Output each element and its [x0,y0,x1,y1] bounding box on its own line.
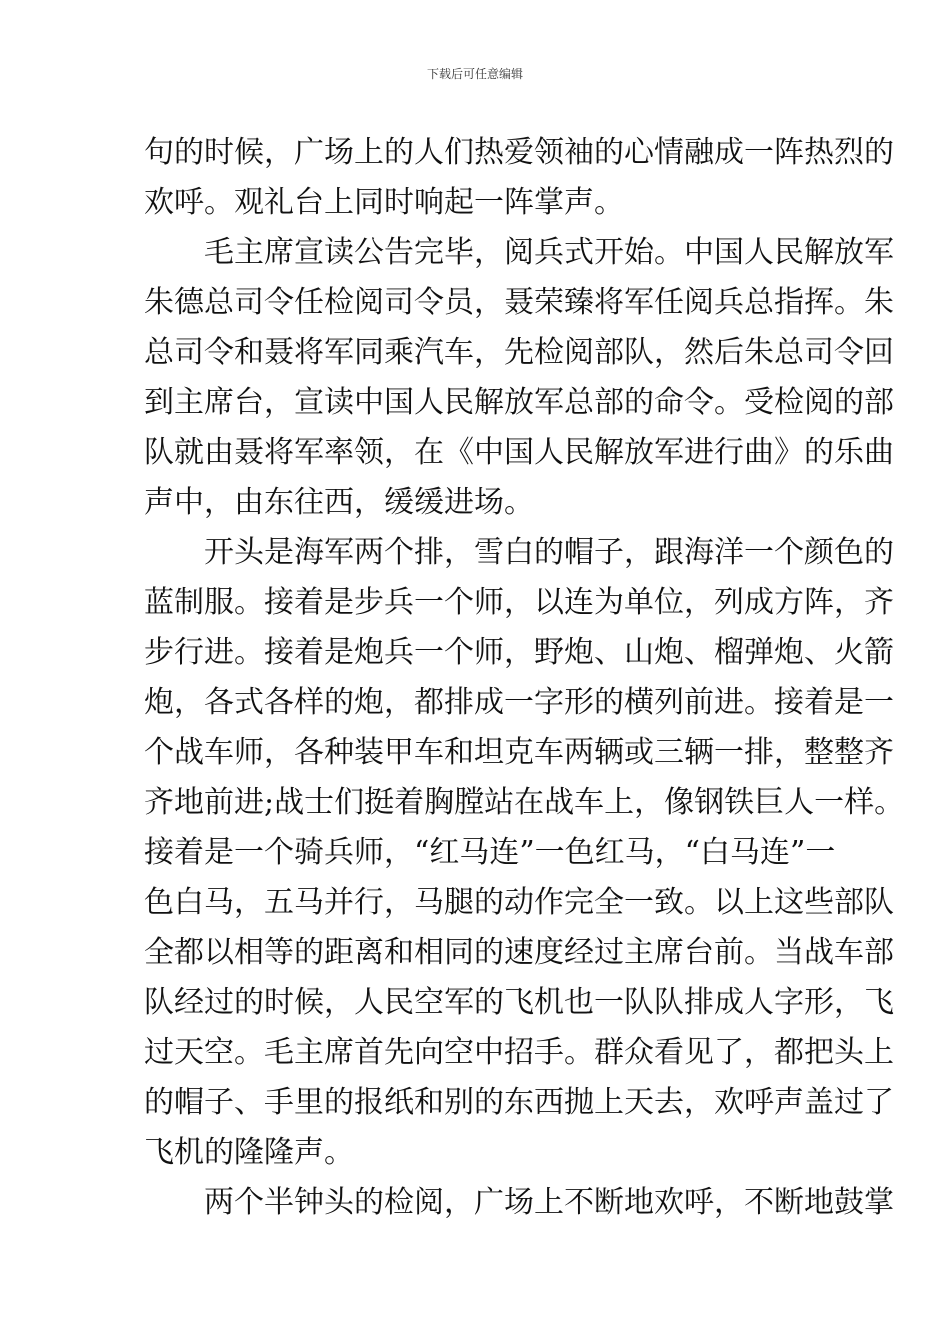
paragraph [144,1178,894,1228]
text-line: 蓝制服。接着是步兵一个师，以连为单位，列成方阵，齐 [144,585,894,620]
text-line: 句的时候，广场上的人们热爱领袖的心情融成一阵热烈的 [144,135,894,170]
text-line: 朱德总司令任检阅司令员，聂荣臻将军任阅兵总指挥。朱 [144,285,894,320]
text-line: 队经过的时候，人民空军的飞机也一队队排成人字形，飞 [144,985,894,1020]
text-line: 齐地前进;战士们挺着胸膛站在战车上，像钢铁巨人一样。 [144,785,905,820]
text-line: 步行进。接着是炮兵一个师，野炮、山炮、榴弹炮、火箭 [144,635,894,670]
paragraph [144,128,894,228]
document-body [144,128,905,1228]
text-line: 的帽子、手里的报纸和别的东西抛上天去，欢呼声盖过了 [144,1085,894,1120]
text-line: 声中，由东往西，缓缓进场。 [144,485,534,520]
text-line: 炮，各式各样的炮，都排成一字形的横列前进。接着是一 [144,685,894,720]
paragraph [144,528,905,1178]
text-line: 队就由聂将军率领，在《中国人民解放军进行曲》的乐曲 [144,435,894,470]
text-line: 接着是一个骑兵师，“红马连”一色红马，“白马连”一 [144,835,836,870]
text-line: 到主席台，宣读中国人民解放军总部的命令。受检阅的部 [144,385,894,420]
text-line: 开头是海军两个排，雪白的帽子，跟海洋一个颜色的 [144,535,894,570]
text-line: 色白马，五马并行，马腿的动作完全一致。以上这些部队 [144,885,894,920]
paragraph [144,228,894,528]
text-line: 总司令和聂将军同乘汽车，先检阅部队，然后朱总司令回 [144,335,894,370]
text-line: 全都以相等的距离和相同的速度经过主席台前。当战车部 [144,935,894,970]
text-line: 飞机的隆隆声。 [144,1135,354,1170]
text-line: 欢呼。观礼台上同时响起一阵掌声。 [144,185,624,220]
text-line: 个战车师，各种装甲车和坦克车两辆或三辆一排，整整齐 [144,735,894,770]
text-line: 过天空。毛主席首先向空中招手。群众看见了，都把头上 [144,1035,894,1070]
page-header: 下载后可任意编辑 [426,67,523,81]
text-line: 两个半钟头的检阅，广场上不断地欢呼，不断地鼓掌 [144,1185,894,1220]
text-line: 毛主席宣读公告完毕，阅兵式开始。中国人民解放军 [144,235,894,270]
